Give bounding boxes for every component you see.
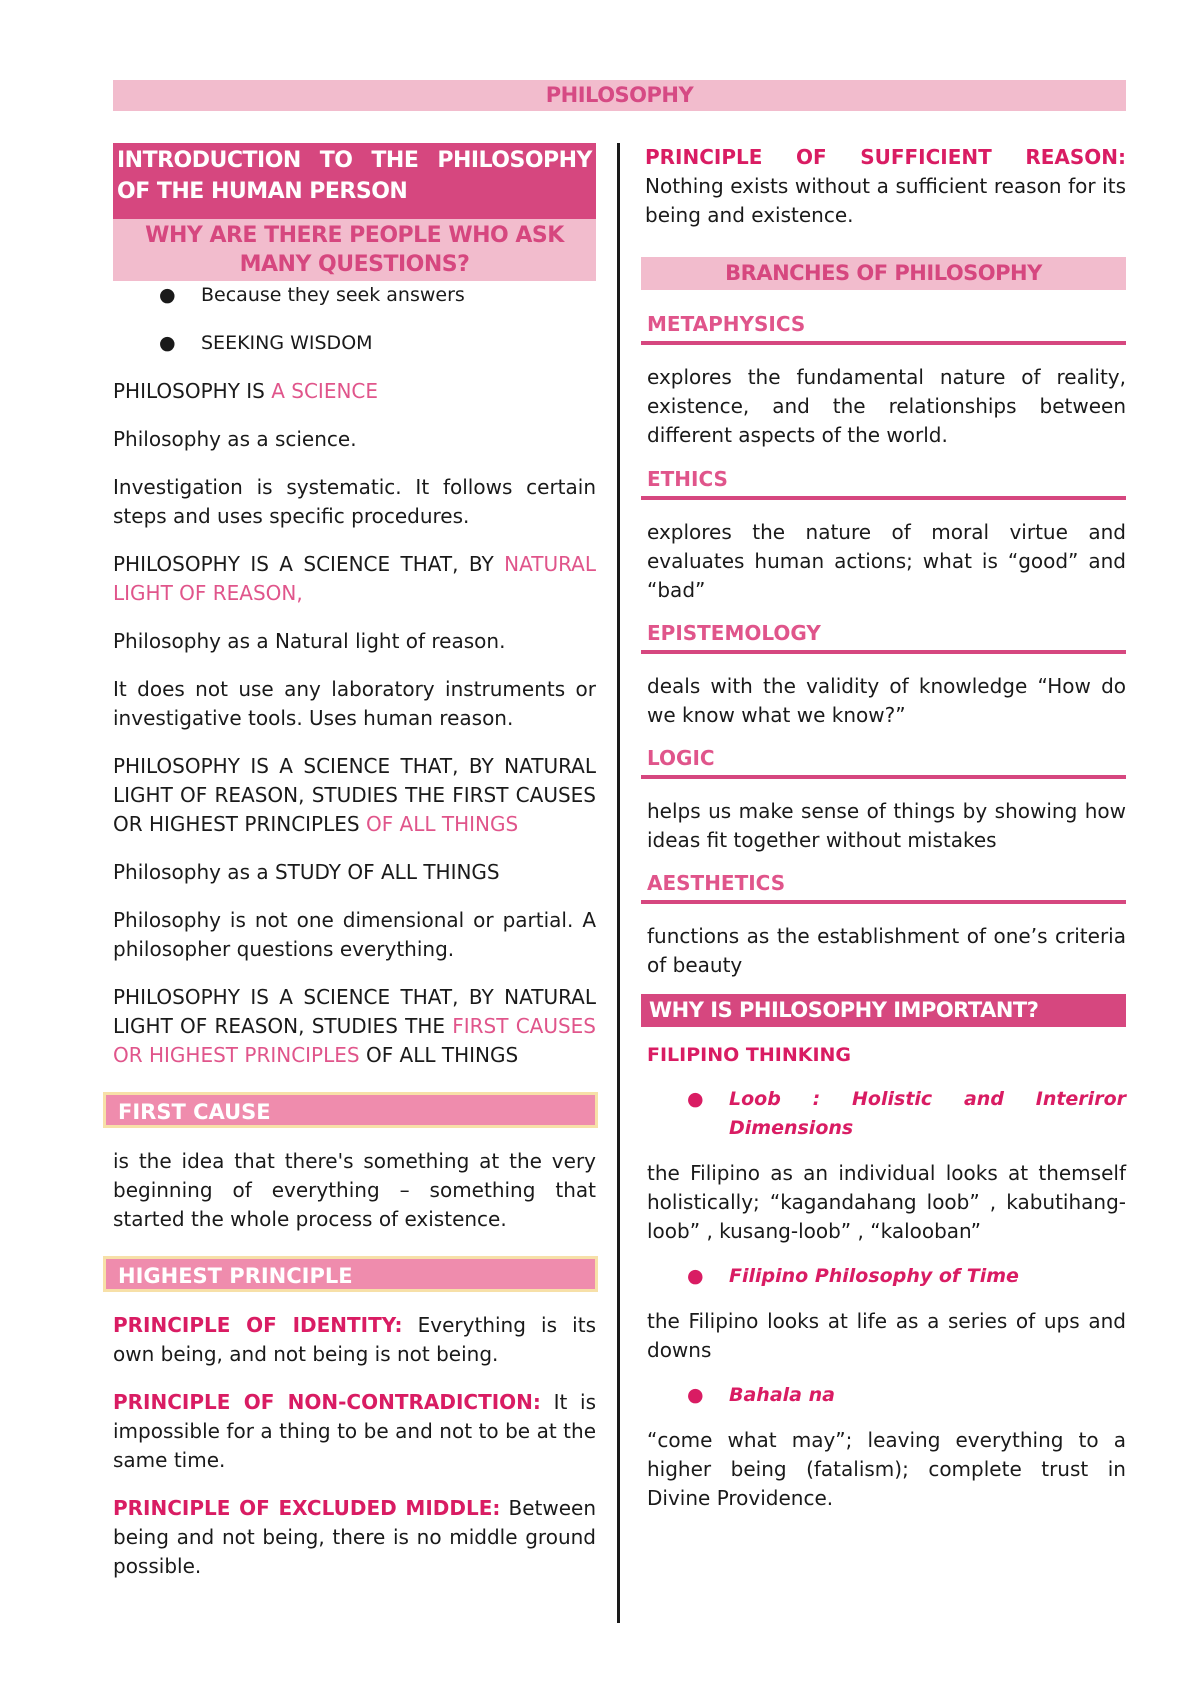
principle-excluded-middle: PRINCIPLE OF EXCLUDED MIDDLE: Between being and not being, there is no middle ground possible. bbox=[113, 1496, 596, 1578]
paragraph: PHILOSOPHY IS A SCIENCE THAT, BY NATURAL LIGHT OF REASON, bbox=[113, 552, 596, 605]
logic-text: helps us make sense of things by showing how ideas fit together without mistakes bbox=[647, 799, 1126, 852]
bahala-text: “come what may”; leaving everything to a higher being (fatalism); complete trust in Divine Providence. bbox=[647, 1428, 1126, 1510]
metaphysics-text: explores the fundamental nature of reality, existence, and the relationships between different aspects of the world. bbox=[647, 365, 1126, 447]
paragraph: Philosophy as a STUDY OF ALL THINGS bbox=[113, 860, 500, 884]
paragraph: Philosophy as a science. bbox=[113, 427, 357, 451]
filipino-thinking-heading: FILIPINO THINKING bbox=[647, 1044, 852, 1066]
epistemology-text: deals with the validity of knowledge “How do we know what we know?” bbox=[647, 674, 1126, 727]
list-item: ● SEEKING WISDOM bbox=[113, 329, 596, 358]
bullet-icon: ● bbox=[687, 1384, 704, 1406]
principle-sufficient-reason: PRINCIPLE OF SUFFICIENT REASON: Nothing exists without a sufficient reason for its being and existence. bbox=[645, 145, 1126, 227]
intro-heading: INTRODUCTION TO THE PHILOSOPHY OF THE HUMAN PERSON bbox=[113, 143, 596, 219]
first-cause-text: is the idea that there's something at the very beginning of everything – something that started the whole process of existence. bbox=[113, 1149, 596, 1231]
paragraph: PHILOSOPHY IS A SCIENCE THAT, BY NATURAL LIGHT OF REASON, STUDIES THE FIRST CAUSES OR HIGHEST PRINCIPLES OF ALL THINGS bbox=[113, 985, 597, 1067]
first-cause-label: FIRST CAUSE bbox=[103, 1092, 598, 1128]
principle-identity: PRINCIPLE OF IDENTITY: Everything is its own being, and not being is not being. bbox=[113, 1313, 596, 1366]
metaphysics-heading: METAPHYSICS bbox=[641, 309, 1126, 345]
ethics-heading: ETHICS bbox=[641, 464, 1126, 500]
principle-non-contradiction: PRINCIPLE OF NON-CONTRADICTION: It is impossible for a thing to be and not to be at the same time. bbox=[113, 1390, 596, 1472]
list-item: ● Because they seek answers bbox=[113, 281, 596, 310]
paragraph: PHILOSOPHY IS A SCIENCE bbox=[113, 379, 379, 403]
epistemology-heading: EPISTEMOLOGY bbox=[641, 618, 1126, 654]
bullet-list bbox=[113, 281, 596, 358]
bullet-icon: ● bbox=[159, 284, 176, 306]
important-heading: WHY IS PHILOSOPHY IMPORTANT? bbox=[641, 994, 1126, 1027]
ethics-text: explores the nature of moral virtue and evaluates human actions; what is “good” and “bad” bbox=[647, 520, 1126, 602]
paragraph: Philosophy as a Natural light of reason. bbox=[113, 629, 506, 653]
paragraph: Investigation is systematic. It follows certain steps and uses specific procedures. bbox=[113, 475, 596, 528]
list-item: ● Filipino Philosophy of Time bbox=[641, 1262, 1126, 1291]
paragraph: Philosophy is not one dimensional or partial. A philosopher questions everything. bbox=[113, 908, 596, 961]
bullet-icon: ● bbox=[159, 332, 176, 354]
branches-heading: BRANCHES OF PHILOSOPHY bbox=[641, 257, 1126, 290]
time-text: the Filipino looks at life as a series of ups and downs bbox=[647, 1309, 1126, 1362]
left-column bbox=[113, 143, 596, 1581]
bullet-icon: ● bbox=[687, 1265, 704, 1287]
highest-principle-label: HIGHEST PRINCIPLE bbox=[103, 1256, 598, 1292]
right-column bbox=[641, 143, 1126, 1513]
aesthetics-heading: AESTHETICS bbox=[641, 868, 1126, 904]
list-item: ● Loob : Holistic and Interiror Dimensions bbox=[641, 1085, 1126, 1143]
column-divider bbox=[617, 143, 620, 1623]
aesthetics-text: functions as the establishment of one’s criteria of beauty bbox=[647, 924, 1126, 977]
list-item: ● Bahala na bbox=[641, 1381, 1126, 1410]
paragraph: It does not use any laboratory instruments or investigative tools. Uses human reason. bbox=[113, 677, 596, 730]
paragraph: PHILOSOPHY IS A SCIENCE THAT, BY NATURAL LIGHT OF REASON, STUDIES THE FIRST CAUSES OR HIGHEST PRINCIPLES OF ALL THINGS bbox=[113, 754, 596, 836]
why-heading: WHY ARE THERE PEOPLE WHO ASK MANY QUESTIONS? bbox=[113, 219, 596, 281]
logic-heading: LOGIC bbox=[641, 743, 1126, 779]
bullet-icon: ● bbox=[687, 1088, 704, 1110]
loob-text: the Filipino as an individual looks at themself holistically; “kagandahang loob” , kabutihang-loob” , kusang-loob” , “kalooban” bbox=[647, 1161, 1126, 1243]
page-title: PHILOSOPHY bbox=[113, 80, 1126, 111]
